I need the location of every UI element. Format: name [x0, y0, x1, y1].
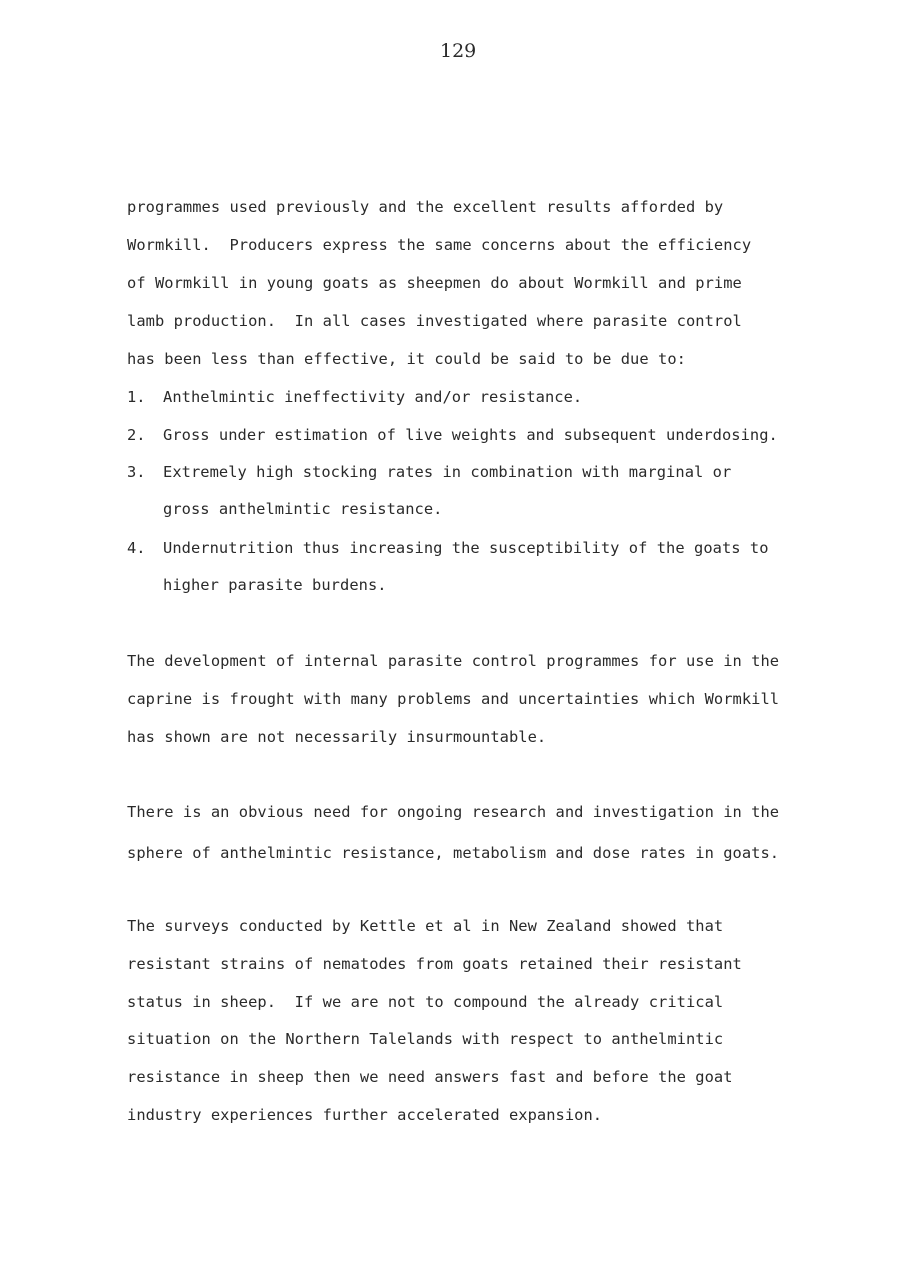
paragraph-2-line-1: The development of internal parasite control programmes for use in the	[127, 652, 780, 670]
paragraph-4-line-6: industry experiences further accelerated expansion.	[127, 1106, 603, 1124]
paragraph-2-line-3: has shown are not necessarily insurmountable.	[127, 728, 547, 746]
list-item-1-number: 1.	[127, 388, 146, 406]
paragraph-4-line-3: status in sheep. If we are not to compound the already critical	[127, 993, 724, 1011]
paragraph-1-line-5: has been less than effective, it could be said to be due to:	[127, 350, 686, 368]
paragraph-1-line-1: programmes used previously and the excellent results afforded by	[127, 198, 724, 216]
paragraph-4-line-4: situation on the Northern Talelands with respect to anthelmintic	[127, 1030, 724, 1048]
paragraph-1-line-3: of Wormkill in young goats as sheepmen do about Wormkill and prime	[127, 274, 742, 292]
paragraph-4-line-2: resistant strains of nematodes from goats retained their resistant	[127, 955, 742, 973]
paragraph-4-line-5: resistance in sheep then we need answers fast and before the goat	[127, 1068, 733, 1086]
list-item-4-text-line-1: Undernutrition thus increasing the susceptibility of the goats to	[163, 539, 769, 557]
paragraph-4-line-1: The surveys conducted by Kettle et al in New Zealand showed that	[127, 917, 724, 935]
list-item-3-number: 3.	[127, 463, 146, 481]
list-item-3-text-line-1: Extremely high stocking rates in combination with marginal or	[163, 463, 732, 481]
paragraph-2-line-2: caprine is frought with many problems and uncertainties which Wormkill	[127, 690, 780, 708]
list-item-2-number: 2.	[127, 426, 146, 444]
list-item-2-text: Gross under estimation of live weights and subsequent underdosing.	[163, 426, 778, 444]
paragraph-3-line-1: There is an obvious need for ongoing research and investigation in the	[127, 803, 780, 821]
paragraph-3-line-2: sphere of anthelmintic resistance, metabolism and dose rates in goats.	[127, 844, 780, 862]
list-item-4-number: 4.	[127, 539, 146, 557]
list-item-4-text-line-2: higher parasite burdens.	[163, 576, 387, 594]
page-number: 129	[440, 40, 477, 62]
list-item-3-text-line-2: gross anthelmintic resistance.	[163, 500, 443, 518]
list-item-1-text: Anthelmintic ineffectivity and/or resistance.	[163, 388, 583, 406]
paragraph-1-line-4: lamb production. In all cases investigated where parasite control	[127, 312, 742, 330]
paragraph-1-line-2: Wormkill. Producers express the same concerns about the efficiency	[127, 236, 752, 254]
